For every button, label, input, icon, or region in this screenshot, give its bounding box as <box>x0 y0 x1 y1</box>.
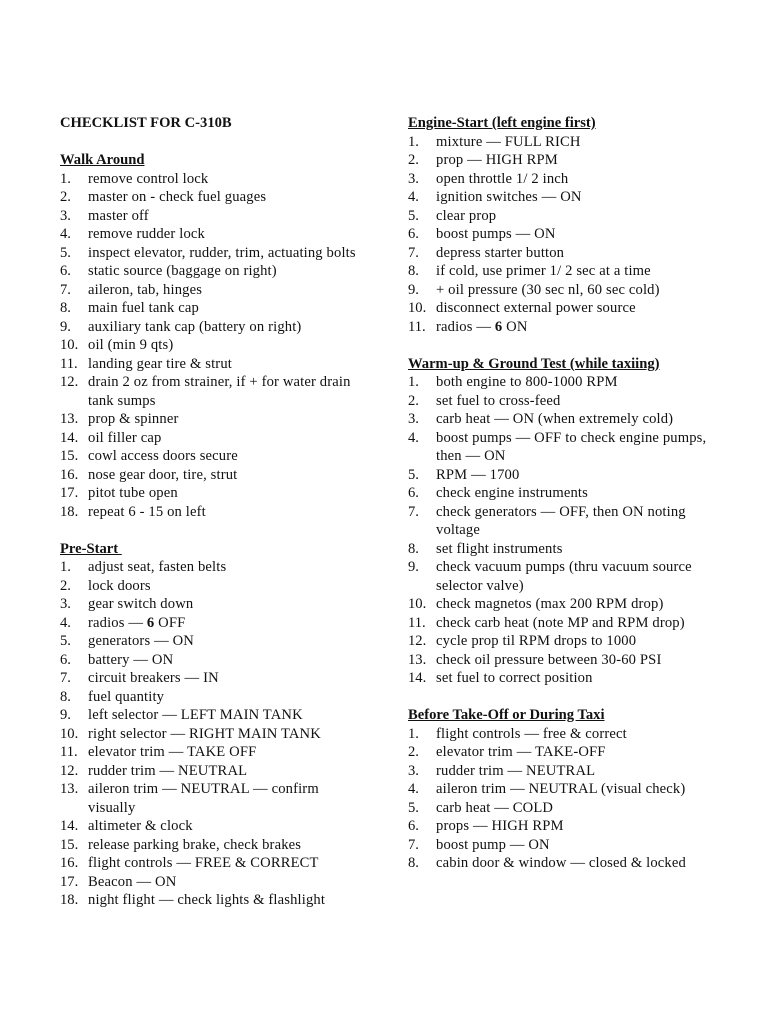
item-text: main fuel tank cap <box>88 300 199 316</box>
checklist-item <box>60 373 370 410</box>
item-text: rudder trim — NEUTRAL <box>88 762 248 779</box>
checklist-item <box>408 540 718 559</box>
section-engine-start <box>408 114 718 336</box>
item-number: 4. <box>408 189 419 205</box>
checklist-item <box>60 410 370 429</box>
checklist-item <box>60 595 370 614</box>
checklist-item <box>60 762 370 781</box>
item-text: set fuel to correct position <box>436 670 593 686</box>
item-number: 3. <box>408 170 419 187</box>
item-text: rudder trim — NEUTRAL <box>436 762 596 779</box>
item-number: 8. <box>408 855 419 871</box>
item-number: 10. <box>408 596 427 612</box>
checklist-item <box>408 817 718 836</box>
item-text: static source (baggage on right) <box>88 263 277 279</box>
checklist-item <box>408 651 718 670</box>
checklist-item <box>408 762 718 781</box>
item-text: master on - check fuel guages <box>88 189 267 205</box>
checklist-item <box>60 632 370 651</box>
section-title: Walk Around <box>60 152 145 168</box>
item-number: 7. <box>60 281 71 298</box>
checklist-item <box>408 429 718 466</box>
checklist-item <box>408 558 718 595</box>
item-text: elevator trim — TAKE OFF <box>88 744 257 760</box>
checklist-item <box>408 244 718 263</box>
checklist-item <box>408 799 718 818</box>
section-walk-around <box>60 151 370 521</box>
item-text: carb heat — ON (when extremely cold) <box>436 411 674 427</box>
item-text: generators — ON <box>88 633 194 649</box>
item-number: 7. <box>408 244 419 261</box>
item-number: 5. <box>408 207 419 224</box>
item-text: release parking brake, check brakes <box>88 836 302 853</box>
checklist-item <box>60 299 370 318</box>
item-number: 18. <box>60 892 79 908</box>
checklist <box>408 133 718 337</box>
checklist-item <box>408 410 718 429</box>
item-number: 11. <box>408 614 426 631</box>
item-number: 16. <box>60 466 79 483</box>
item-text: adjust seat, fasten belts <box>88 559 227 575</box>
item-text: right selector — RIGHT MAIN TANK <box>88 725 321 742</box>
checklist-item <box>60 336 370 355</box>
checklist-item <box>408 373 718 392</box>
section-warm-up <box>408 355 718 688</box>
item-number: 17. <box>60 485 79 501</box>
checklist-item <box>60 447 370 466</box>
item-text: if cold, use primer 1/ 2 sec at a time <box>436 263 651 279</box>
item-number: 5. <box>408 466 419 483</box>
checklist-item <box>408 151 718 170</box>
item-text: cycle prop til RPM drops to 1000 <box>436 633 637 649</box>
item-text: battery — ON <box>88 651 174 668</box>
checklist-item <box>408 207 718 226</box>
item-text: Beacon — ON <box>88 873 177 890</box>
checklist-item <box>60 725 370 744</box>
checklist-item <box>60 281 370 300</box>
item-number: 9. <box>408 559 419 575</box>
item-text: left selector — LEFT MAIN TANK <box>88 707 303 723</box>
checklist-item <box>60 873 370 892</box>
item-text: remove rudder lock <box>88 226 205 242</box>
item-number: 7. <box>408 503 419 520</box>
item-number: 6. <box>60 651 71 668</box>
checklist-item <box>408 614 718 633</box>
checklist-item <box>408 299 718 318</box>
item-text: aileron trim — NEUTRAL — confirm visually <box>88 781 319 816</box>
item-number: 3. <box>60 207 71 224</box>
item-text: check carb heat (note MP and RPM drop) <box>436 614 685 631</box>
checklist-item <box>60 836 370 855</box>
item-number: 13. <box>408 651 427 668</box>
item-number: 12. <box>408 633 427 649</box>
item-number: 14. <box>60 429 79 446</box>
item-number: 12. <box>60 374 79 390</box>
section-pre-start <box>60 540 370 910</box>
item-number: 1. <box>60 170 71 187</box>
item-number: 2. <box>60 189 71 205</box>
item-number: 6. <box>408 818 419 834</box>
right-column <box>408 114 718 891</box>
item-text: aileron trim — NEUTRAL (visual check) <box>436 781 686 797</box>
item-text: props — HIGH RPM <box>436 818 564 834</box>
item-text: landing gear tire & strut <box>88 355 232 372</box>
item-number: 5. <box>408 799 419 816</box>
item-text: inspect elevator, rudder, trim, actuating bolts <box>88 244 356 261</box>
section-title: Before Take-Off or During Taxi <box>408 707 605 723</box>
item-number: 15. <box>60 836 79 853</box>
item-number: 9. <box>60 707 71 723</box>
section-before-takeoff <box>408 706 718 873</box>
item-text: master off <box>88 207 149 224</box>
item-text: boost pump — ON <box>436 836 550 853</box>
item-number: 6. <box>60 263 71 279</box>
item-number: 13. <box>60 781 79 797</box>
item-number: 4. <box>408 429 419 446</box>
checklist-item <box>60 891 370 910</box>
checklist-item <box>408 225 718 244</box>
checklist-item <box>60 170 370 189</box>
item-text: check vacuum pumps (thru vacuum source selector valve) <box>436 559 692 594</box>
checklist-item <box>60 706 370 725</box>
item-number: 2. <box>408 744 419 760</box>
item-number: 7. <box>60 670 71 686</box>
checklist-item <box>408 466 718 485</box>
item-text: elevator trim — TAKE-OFF <box>436 744 606 760</box>
item-text: fuel quantity <box>88 688 165 705</box>
checklist <box>408 725 718 873</box>
checklist-item <box>408 743 718 762</box>
checklist <box>408 373 718 688</box>
checklist <box>60 170 370 522</box>
item-number: 2. <box>408 152 419 168</box>
item-number: 14. <box>408 670 427 686</box>
item-number: 11. <box>60 355 78 372</box>
item-text: prop & spinner <box>88 411 179 427</box>
item-number: 10. <box>60 337 79 353</box>
checklist-item <box>60 188 370 207</box>
item-number: 5. <box>60 244 71 261</box>
item-number: 7. <box>408 836 419 853</box>
item-number: 13. <box>60 411 79 427</box>
item-text: set flight instruments <box>436 540 563 557</box>
item-number: 2. <box>408 392 419 409</box>
item-number: 8. <box>60 688 71 705</box>
item-text: set fuel to cross-feed <box>436 392 561 409</box>
item-number: 12. <box>60 762 79 779</box>
checklist <box>60 558 370 910</box>
section-title: Pre-Start <box>60 540 122 557</box>
checklist-item <box>60 577 370 596</box>
checklist-item <box>60 503 370 522</box>
item-text: RPM — 1700 <box>436 466 520 483</box>
checklist-item <box>408 669 718 688</box>
item-number: 3. <box>408 762 419 779</box>
checklist-item <box>408 836 718 855</box>
checklist-item <box>60 355 370 374</box>
checklist-item <box>60 688 370 707</box>
checklist-item <box>60 780 370 817</box>
item-text: repeat 6 - 15 on left <box>88 503 206 520</box>
item-text: ignition switches — ON <box>436 189 582 205</box>
item-number: 1. <box>408 374 419 390</box>
item-text: circuit breakers — IN <box>88 670 219 686</box>
item-text: clear prop <box>436 207 497 224</box>
item-text: flight controls — free & correct <box>436 725 627 742</box>
checklist-item <box>60 466 370 485</box>
item-text: depress starter button <box>436 244 565 261</box>
item-text: gear switch down <box>88 596 194 612</box>
checklist-item <box>408 484 718 503</box>
checklist-item <box>60 817 370 836</box>
item-number: 16. <box>60 855 79 871</box>
item-text: radios — 6 ON <box>436 318 528 335</box>
item-number: 11. <box>60 744 78 760</box>
item-text: check engine instruments <box>436 485 588 501</box>
checklist-item <box>408 281 718 300</box>
document-title: CHECKLIST FOR C-310B <box>60 115 232 131</box>
checklist-item <box>60 854 370 873</box>
item-text: both engine to 800-1000 RPM <box>436 374 618 390</box>
checklist-item <box>60 484 370 503</box>
item-text: boost pumps — OFF to check engine pumps, then — ON <box>436 429 707 464</box>
item-text: cowl access doors secure <box>88 448 238 464</box>
item-number: 2. <box>60 577 71 594</box>
item-number: 1. <box>408 725 419 742</box>
item-text: cabin door & window — closed & locked <box>436 855 686 871</box>
item-number: 6. <box>408 226 419 242</box>
item-text: remove control lock <box>88 170 209 187</box>
checklist-item <box>60 743 370 762</box>
checklist-item <box>408 854 718 873</box>
item-text: oil filler cap <box>88 429 162 446</box>
item-number: 10. <box>60 725 79 742</box>
checklist-item <box>60 614 370 633</box>
item-text: + oil pressure (30 sec nl, 60 sec cold) <box>436 281 660 298</box>
item-number: 11. <box>408 318 426 335</box>
item-number: 1. <box>60 559 71 575</box>
item-text: radios — 6 OFF <box>88 614 186 631</box>
checklist-item <box>408 780 718 799</box>
item-text: altimeter & clock <box>88 818 193 834</box>
item-number: 18. <box>60 503 79 520</box>
checklist-item <box>60 651 370 670</box>
checklist-item <box>60 207 370 226</box>
item-number: 15. <box>60 448 79 464</box>
checklist-item <box>60 262 370 281</box>
item-text: drain 2 oz from strainer, if + for water drain tank sumps <box>88 374 351 409</box>
item-number: 5. <box>60 633 71 649</box>
item-text: prop — HIGH RPM <box>436 152 558 168</box>
checklist-item <box>408 725 718 744</box>
checklist-item <box>408 318 718 337</box>
checklist-item <box>408 632 718 651</box>
section-title: Engine-Start (left engine first) <box>408 115 596 131</box>
item-number: 4. <box>60 614 71 631</box>
item-number: 8. <box>60 300 71 316</box>
item-text: lock doors <box>88 577 151 594</box>
item-text: oil (min 9 qts) <box>88 337 174 353</box>
item-text: auxiliary tank cap (battery on right) <box>88 318 302 335</box>
item-number: 3. <box>408 411 419 427</box>
item-number: 14. <box>60 818 79 834</box>
checklist-item <box>60 244 370 263</box>
checklist-item <box>408 188 718 207</box>
checklist-item <box>408 262 718 281</box>
checklist-item <box>408 133 718 152</box>
checklist-item <box>408 392 718 411</box>
item-text: night flight — check lights & flashlight <box>88 892 326 908</box>
item-number: 4. <box>60 226 71 242</box>
item-text: disconnect external power source <box>436 300 636 316</box>
item-text: pitot tube open <box>88 485 178 501</box>
item-number: 1. <box>408 133 419 150</box>
item-text: flight controls — FREE & CORRECT <box>88 855 319 871</box>
item-number: 6. <box>408 485 419 501</box>
item-text: nose gear door, tire, strut <box>88 466 238 483</box>
item-number: 9. <box>408 281 419 298</box>
checklist-item <box>60 225 370 244</box>
left-column <box>60 114 370 928</box>
item-text: open throttle 1/ 2 inch <box>436 170 569 187</box>
checklist-item <box>60 318 370 337</box>
checklist-item <box>60 669 370 688</box>
checklist-item <box>60 558 370 577</box>
checklist-item <box>408 503 718 540</box>
item-number: 9. <box>60 318 71 335</box>
item-number: 8. <box>408 263 419 279</box>
item-number: 17. <box>60 873 79 890</box>
item-number: 4. <box>408 781 419 797</box>
section-title: Warm-up & Ground Test (while taxiing) <box>408 355 660 372</box>
checklist-item <box>60 429 370 448</box>
checklist-item <box>408 170 718 189</box>
item-number: 3. <box>60 596 71 612</box>
item-text: check generators — OFF, then ON noting voltage <box>436 503 686 538</box>
item-text: boost pumps — ON <box>436 226 556 242</box>
item-text: check magnetos (max 200 RPM drop) <box>436 596 664 612</box>
checklist-item <box>408 595 718 614</box>
item-text: check oil pressure between 30-60 PSI <box>436 651 662 668</box>
item-text: mixture — FULL RICH <box>436 133 581 150</box>
item-number: 10. <box>408 300 427 316</box>
item-number: 8. <box>408 540 419 557</box>
item-text: carb heat — COLD <box>436 799 554 816</box>
item-text: aileron, tab, hinges <box>88 281 203 298</box>
